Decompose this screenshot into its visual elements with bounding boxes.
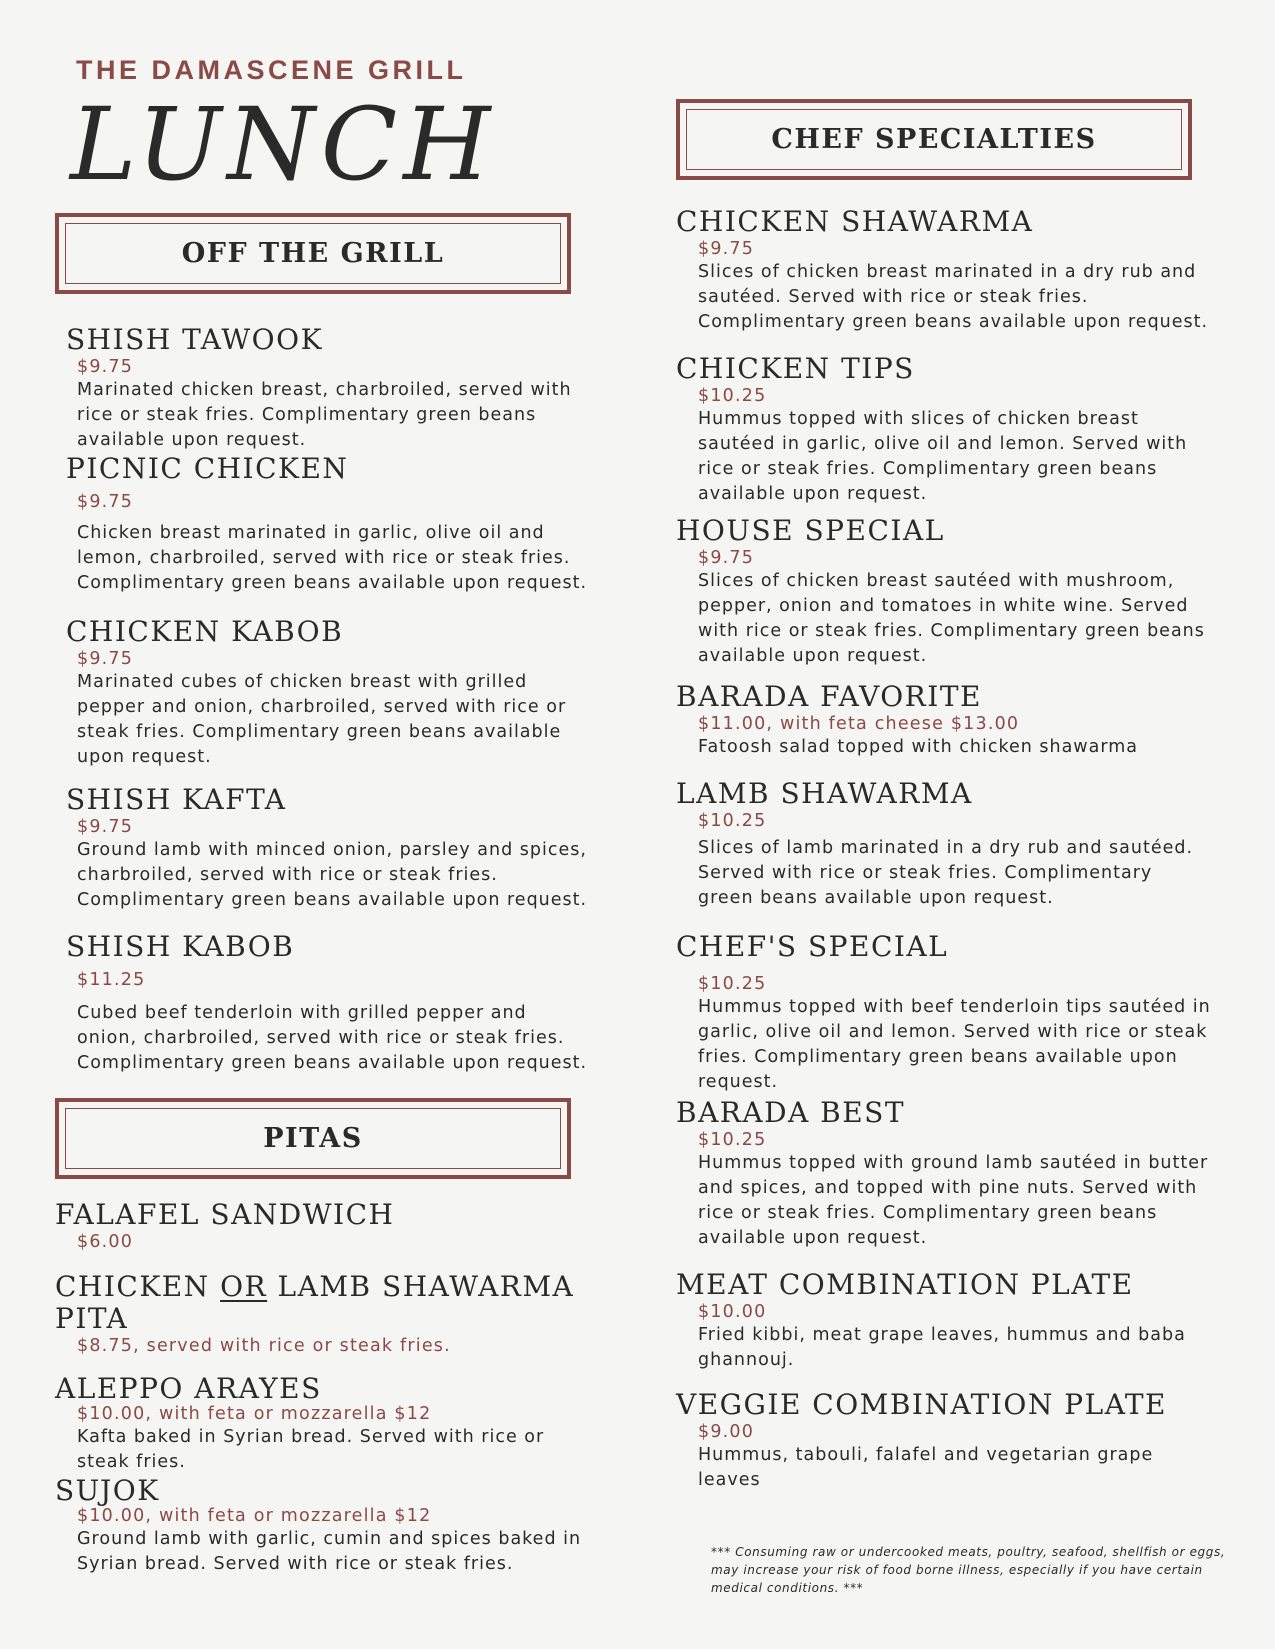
item-price: $10.25 [698, 811, 767, 831]
item-description: Kafta baked in Syrian bread. Served with rice or steak fries. [77, 1427, 545, 1472]
menu-item [676, 1097, 1236, 1251]
item-price: $10.00 [698, 1302, 767, 1322]
item-price: $11.00, with feta cheese $13.00 [698, 714, 1020, 734]
item-name: LAMB SHAWARMA [676, 777, 973, 810]
item-description: Marinated chicken breast, charbroiled, served with rice or steak fries. Complimentary green beans available upon request. [77, 380, 572, 450]
item-price: $10.25 [698, 974, 767, 994]
item-name: SHISH TAWOOK [66, 323, 323, 356]
item-price: $10.00, with feta or mozzarella $12 [77, 1404, 432, 1424]
item-price: $10.25 [698, 386, 767, 406]
section-title: CHEF SPECIALTIES [686, 109, 1182, 170]
item-name-part: CHICKEN [55, 1270, 210, 1303]
item-price: $9.75 [698, 239, 755, 259]
item-name: CHICKEN SHAWARMA [676, 205, 1034, 238]
item-price: $9.75 [77, 817, 134, 837]
item-description: Ground lamb with garlic, cumin and spices baked in Syrian bread. Served with rice or steak fries. [77, 1529, 582, 1574]
menu-item [676, 931, 1236, 1095]
item-name: SUJOK [55, 1474, 160, 1507]
menu-item [676, 206, 1236, 335]
item-price: $6.00 [77, 1232, 134, 1252]
item-price: $10.25 [698, 1130, 767, 1150]
menu-item [55, 1199, 615, 1253]
item-description: Hummus topped with slices of chicken breast sautéed in garlic, olive oil and lemon. Served with rice or steak fries. Complimentary green beans available upon request. [698, 409, 1188, 504]
section-header-chef-specialties [676, 99, 1192, 180]
item-description: Marinated cubes of chicken breast with grilled pepper and onion, charbroiled, served with rice or steak fries. Complimentary green beans available upon request. [77, 672, 567, 767]
item-description: Hummus topped with beef tenderloin tips sautéed in garlic, olive oil and lemon. Served with rice or steak fries. Complimentary green beans available upon request. [698, 997, 1211, 1092]
menu-title: LUNCH [70, 86, 497, 203]
menu-item [676, 1389, 1236, 1493]
item-name: ALEPPO ARAYES [55, 1372, 322, 1405]
section-header-off-the-grill [55, 213, 571, 294]
section-title: PITAS [65, 1108, 561, 1169]
item-name: CHICKEN KABOB [66, 615, 344, 648]
left-column [55, 213, 615, 1577]
menu-item [55, 616, 615, 770]
right-column [676, 99, 1236, 1493]
item-name: SHISH KABOB [66, 930, 295, 963]
item-price: $10.00, with feta or mozzarella $12 [77, 1506, 432, 1526]
menu-item [55, 1474, 615, 1577]
item-name: CHEF'S SPECIAL [676, 930, 949, 963]
section-header-pitas [55, 1098, 571, 1179]
item-name: SHISH KAFTA [66, 783, 287, 816]
item-price: $9.75 [77, 357, 134, 377]
item-name-part: PITA [55, 1302, 129, 1335]
menu-item [55, 784, 615, 913]
item-name: BARADA FAVORITE [676, 680, 982, 713]
item-description: Hummus, tabouli, falafel and vegetarian grape leaves [698, 1445, 1154, 1490]
item-name: BARADA BEST [676, 1096, 906, 1129]
item-description: Cubed beef tenderloin with grilled pepper and onion, charbroiled, served with rice or steak fries. Complimentary green beans available upon request. [77, 1003, 588, 1073]
item-description: Slices of chicken breast marinated in a dry rub and sautéed. Served with rice or steak fries. Complimentary green beans available upon request. [698, 262, 1209, 332]
item-price: $11.25 [77, 970, 146, 990]
item-price: $8.75, served with rice or steak fries. [77, 1336, 451, 1356]
item-name: PICNIC CHICKEN [66, 452, 349, 485]
item-price: $9.75 [77, 492, 134, 512]
menu-item [55, 324, 615, 453]
item-price: $9.75 [77, 649, 134, 669]
food-safety-disclaimer: *** Consuming raw or undercooked meats, poultry, seafood, shellfish or eggs, may increase your risk of food borne illness, especially if you have certain medical conditions. *** [711, 1545, 1226, 1595]
item-description: Fried kibbi, meat grape leaves, hummus and baba ghannouj. [698, 1325, 1186, 1370]
menu-item [55, 453, 615, 596]
item-name [55, 1271, 615, 1335]
item-description: Slices of lamb marinated in a dry rub and sautéed. Served with rice or steak fries. Complimentary green beans available upon request. [698, 838, 1194, 908]
item-name: HOUSE SPECIAL [676, 514, 945, 547]
menu-item [676, 353, 1236, 507]
item-name: MEAT COMBINATION PLATE [676, 1268, 1134, 1301]
menu-item [676, 778, 1236, 911]
menu-item [55, 931, 615, 1076]
item-description: Chicken breast marinated in garlic, olive oil and lemon, charbroiled, served with rice or steak fries. Complimentary green beans available upon request. [77, 523, 588, 593]
menu-item [676, 515, 1236, 669]
restaurant-name: THE DAMASCENE GRILL [76, 55, 467, 85]
item-description: Fatoosh salad topped with chicken shawarma [698, 737, 1138, 757]
item-price: $9.75 [698, 548, 755, 568]
item-name-or: OR [220, 1270, 268, 1303]
item-price: $9.00 [698, 1422, 755, 1442]
menu-item [55, 1271, 615, 1357]
item-name: VEGGIE COMBINATION PLATE [676, 1388, 1167, 1421]
item-name: FALAFEL SANDWICH [55, 1198, 395, 1231]
item-description: Slices of chicken breast sautéed with mushroom, pepper, onion and tomatoes in white wine. Served with rice or steak fries. Complimentary green beans available upon request. [698, 571, 1205, 666]
section-title: OFF THE GRILL [65, 223, 561, 284]
item-description: Hummus topped with ground lamb sautéed in butter and spices, and topped with pine nuts. Served with rice or steak fries. Complimentary green beans available upon request. [698, 1153, 1209, 1248]
menu-item [55, 1372, 615, 1475]
item-name: CHICKEN TIPS [676, 352, 915, 385]
menu-item [676, 1269, 1236, 1373]
menu-item [676, 681, 1236, 760]
item-name-part: LAMB SHAWARMA [277, 1270, 575, 1303]
item-description: Ground lamb with minced onion, parsley and spices, charbroiled, served with rice or steak fries. Complimentary green beans available upon request. [77, 840, 588, 910]
